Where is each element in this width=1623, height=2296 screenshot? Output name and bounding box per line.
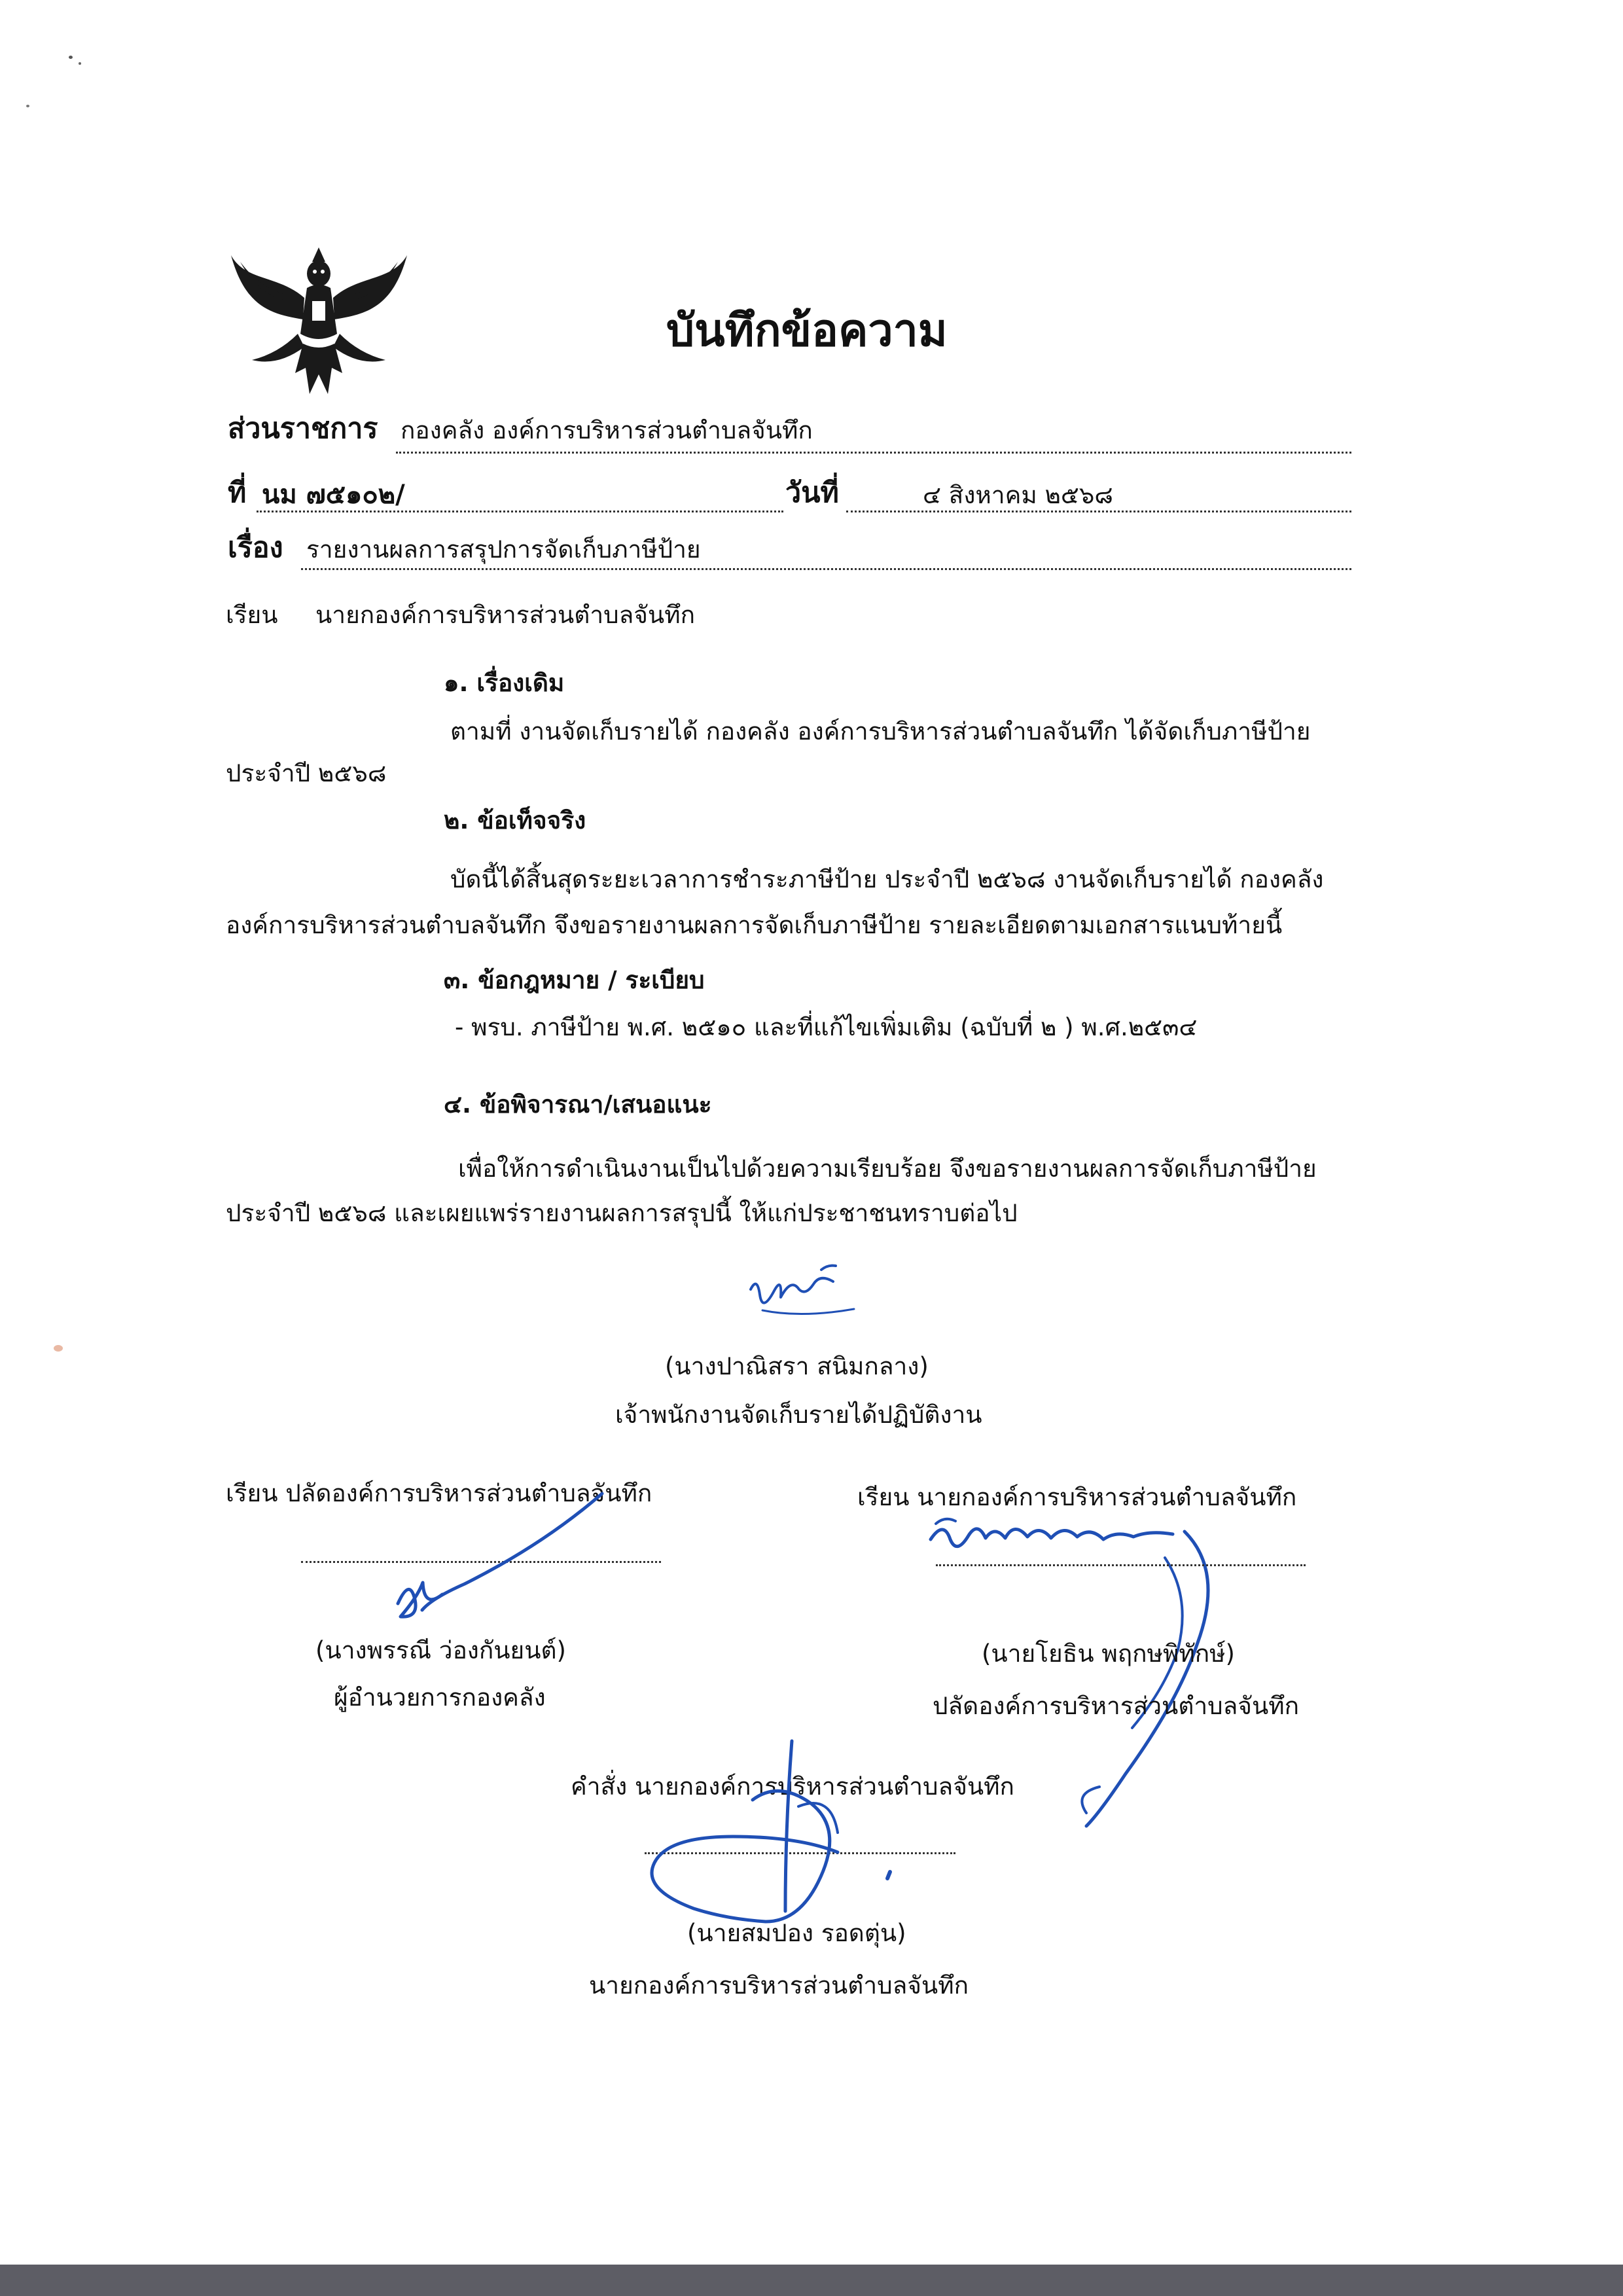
right-to: เรียน นายกองค์การบริหารส่วนตำบลจันทึก (857, 1483, 1297, 1511)
agency-label: ส่วนราชการ (228, 412, 378, 445)
scan-speck (79, 62, 81, 65)
salutation-label: เรียน (226, 601, 278, 629)
section-1-line-2: ประจำปี ๒๕๖๘ (226, 759, 387, 787)
scan-speck (69, 56, 73, 59)
preparer-name: (นางปาณิสรา สนิมกลาง) (665, 1352, 929, 1380)
salutation-value: นายกองค์การบริหารส่วนตำบลจันทึก (315, 601, 696, 629)
right-position: ปลัดองค์การบริหารส่วนตำบลจันทึก (933, 1692, 1300, 1720)
order-name: (นายสมปอง รอดตุ่น) (687, 1919, 906, 1947)
section-4-line-2: ประจำปี ๒๕๖๘ และเผยแพร่รายงานผลการสรุปนี้ ให้แก่ประชาชนทราบต่อไป (226, 1199, 1018, 1227)
right-comment-line (936, 1564, 1306, 1566)
scan-speck (26, 105, 29, 107)
left-position: ผู้อำนวยการกองคลัง (334, 1683, 546, 1712)
section-3-line-1: - พรบ. ภาษีป้าย พ.ศ. ๒๕๑๐ และที่แก้ไขเพิ่มเติม (ฉบับที่ ๒ ) พ.ศ.๒๕๓๔ (455, 1013, 1198, 1041)
order-position: นายกองค์การบริหารส่วนตำบลจันทึก (589, 1971, 969, 2000)
left-to: เรียน ปลัดองค์การบริหารส่วนตำบลจันทึก (226, 1479, 652, 1507)
agency-value: กองคลัง องค์การบริหารส่วนตำบลจันทึก (401, 416, 813, 444)
date-label: วันที่ (785, 476, 839, 509)
document-title: บันทึกข้อความ (666, 305, 948, 357)
section-4-heading: ๔. ข้อพิจารณา/เสนอแนะ (444, 1090, 712, 1119)
section-1-heading: ๑. เรื่องเดิม (444, 669, 565, 697)
garuda-emblem (226, 236, 412, 399)
section-4-line-1: เพื่อให้การดำเนินงานเป็นไปด้วยความเรียบร้อย จึงขอรายงานผลการจัดเก็บภาษีป้าย (458, 1155, 1317, 1183)
subject-label: เรื่อง (228, 531, 283, 564)
section-2-heading: ๒. ข้อเท็จจริง (444, 806, 586, 834)
subject-dotted-line (301, 568, 1351, 570)
section-3-heading: ๓. ข้อกฎหมาย / ระเบียบ (444, 966, 705, 994)
mayor-signature (589, 1715, 929, 1924)
section-1-line-1: ตามที่ งานจัดเก็บรายได้ กองคลัง องค์การบริหารส่วนตำบลจันทึก ได้จัดเก็บภาษีป้าย (450, 717, 1311, 745)
ref-label: ที่ (228, 476, 247, 509)
ref-value: นม ๗๕๑๐๒/ (262, 480, 405, 510)
section-2-line-1: บัดนี้ได้สิ้นสุดระยะเวลาการชำระภาษีป้าย ประจำปี ๒๕๖๘ งานจัดเก็บรายได้ กองคลัง (450, 865, 1324, 893)
preparer-signature (743, 1250, 880, 1329)
section-2-line-2: องค์การบริหารส่วนตำบลจันทึก จึงขอรายงานผลการจัดเก็บภาษีป้าย รายละเอียดตามเอกสารแนบท้ายนี้ (226, 911, 1283, 939)
right-name: (นายโยธิน พฤกษพิทักษ์) (982, 1640, 1235, 1668)
agency-dotted-line (396, 452, 1351, 454)
date-value: ๔ สิงหาคม ๒๕๖๘ (923, 481, 1113, 509)
scan-speck (54, 1345, 63, 1352)
subject-value: รายงานผลการสรุปการจัดเก็บภาษีป้าย (306, 535, 701, 564)
preparer-position: เจ้าพนักงานจัดเก็บรายได้ปฏิบัติงาน (615, 1401, 982, 1429)
order-label: คำสั่ง นายกองค์การบริหารส่วนตำบลจันทึก (571, 1772, 1014, 1801)
director-signature (386, 1486, 609, 1636)
date-dotted-line (846, 511, 1351, 512)
ref-dotted-line (257, 511, 783, 512)
left-name: (นางพรรณี ว่องกันยนต์) (315, 1636, 566, 1664)
scan-bottom-edge (0, 2265, 1623, 2296)
